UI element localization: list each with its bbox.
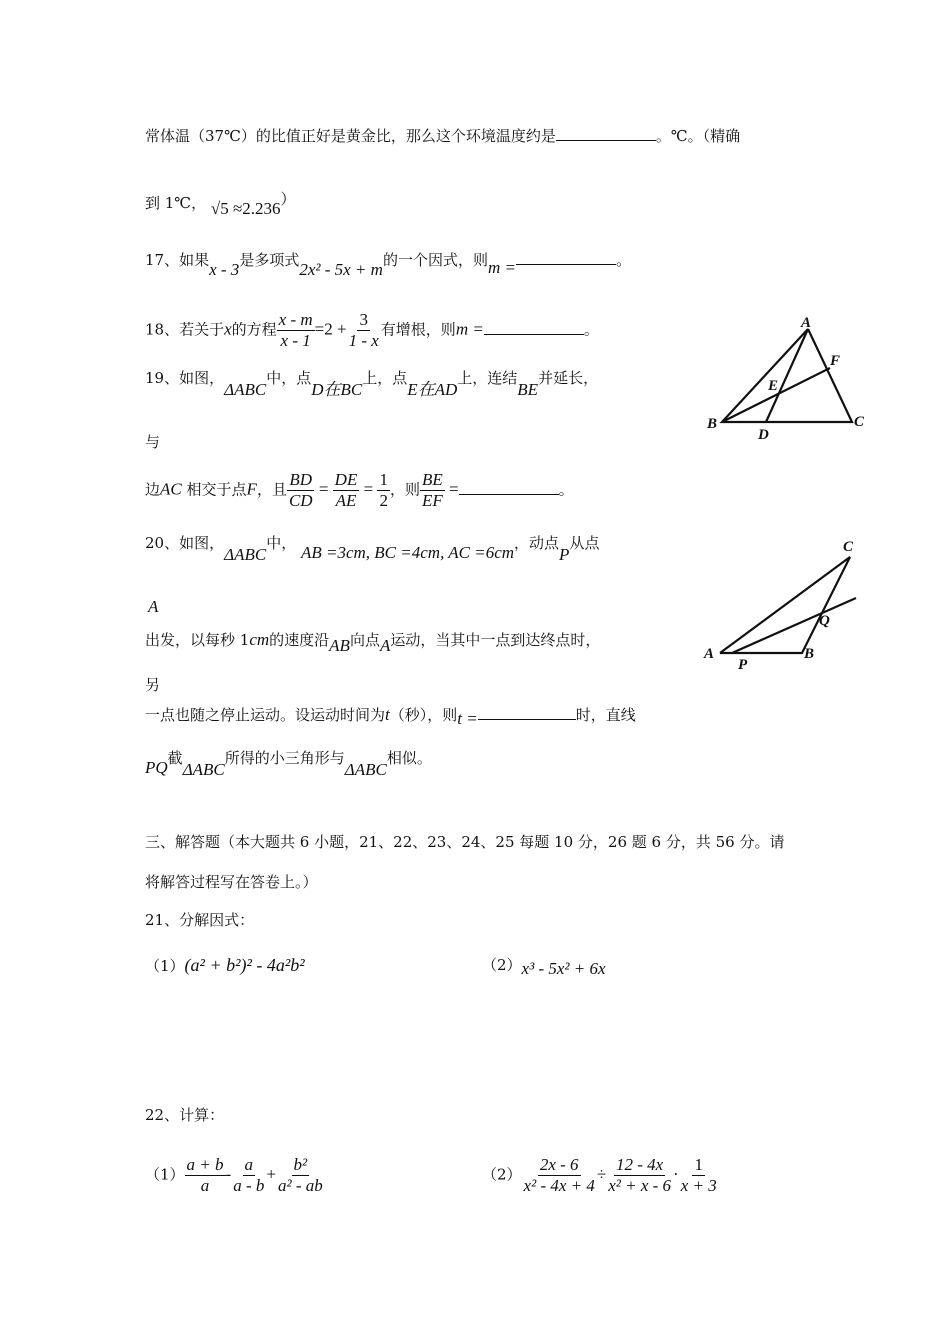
- text-segment: 中，点: [266, 369, 312, 387]
- text-segment: 运动，当其中一点到达终点时，: [390, 631, 601, 649]
- math-expr: AB =3cm, BC =4cm, AC =6cm: [300, 543, 515, 562]
- label-c: C: [843, 539, 854, 555]
- question-21-part-1: [145, 955, 305, 976]
- math-expr: m =: [487, 258, 516, 277]
- fraction: [377, 470, 390, 511]
- label-e: E: [768, 378, 779, 394]
- question-20-line-4: [145, 675, 160, 695]
- label-a: A: [801, 315, 812, 331]
- denominator: CD: [288, 491, 313, 510]
- operator: +: [266, 1164, 276, 1184]
- operator: ÷: [596, 1164, 607, 1184]
- question-20-line-6: [145, 748, 432, 779]
- label-a: A: [704, 646, 715, 662]
- fraction: [277, 310, 315, 351]
- math-expr: 2x² - 5x + m: [299, 260, 383, 279]
- triangle-abc: [720, 557, 850, 653]
- question-22: [145, 1105, 224, 1125]
- math-expr: m =: [455, 319, 484, 339]
- text-segment: （1）: [145, 957, 185, 975]
- text-line-2: [145, 190, 296, 218]
- text-segment: 有增根，则: [380, 320, 456, 339]
- question-18: [145, 310, 599, 351]
- denominator: AE: [335, 491, 357, 510]
- denominator: 1 - x: [348, 331, 379, 350]
- numerator: 12 - 4x: [616, 1155, 664, 1174]
- label-d: D: [758, 427, 769, 442]
- question-21-part-2: [482, 955, 606, 978]
- text-segment: 上，连结: [457, 369, 518, 387]
- math-expr: ΔABC: [182, 760, 225, 779]
- numerator: DE: [334, 470, 358, 489]
- numerator: BD: [289, 470, 313, 489]
- math-expr: ΔABC: [224, 545, 267, 564]
- question-19-line-2: [145, 432, 160, 452]
- text-segment: ，且: [256, 480, 287, 499]
- denominator: a: [200, 1176, 210, 1195]
- question-17: [145, 250, 631, 279]
- math-expr: AC: [160, 479, 182, 499]
- fraction: [276, 1155, 325, 1196]
- text-segment: 17、如果: [145, 251, 210, 269]
- text-segment: 。: [615, 251, 631, 269]
- operator: ·: [673, 1164, 679, 1184]
- fraction: [522, 1155, 597, 1196]
- answer-blank: [478, 705, 576, 720]
- numerator: 1: [379, 470, 388, 489]
- label-q: Q: [819, 613, 830, 629]
- line-pq: [732, 598, 856, 653]
- denominator: x - 1: [280, 331, 311, 350]
- denominator: x² + x - 6: [608, 1176, 672, 1195]
- text-segment: 20、如图，: [145, 534, 225, 552]
- math-sqrt5: √5 ≈2.236: [210, 199, 281, 218]
- text-segment: 时，直线: [575, 706, 636, 724]
- text-segment: （秒），则: [389, 706, 458, 724]
- text-segment: 将解答过程写在答卷上。）: [145, 873, 318, 891]
- text-segment: 18、若关于: [145, 320, 225, 339]
- text-segment: 是多项式: [239, 251, 300, 269]
- text-segment: 出发，以每秒 1: [145, 631, 250, 649]
- question-19-line-1: [145, 368, 599, 399]
- text-segment: 中，: [266, 534, 297, 552]
- numerator: b²: [293, 1155, 308, 1174]
- math-var: AB: [329, 636, 350, 655]
- question-22-part-2: [482, 1155, 719, 1196]
- math-var: cm: [249, 630, 270, 649]
- math-expr: =2 +: [314, 319, 347, 339]
- text-segment: 所得的小三角形与: [224, 749, 345, 767]
- text-segment: （1）: [145, 1165, 185, 1184]
- text-segment: ，动点: [514, 534, 560, 552]
- text-segment: 常体温（37℃）的比值正好是黄金比，那么这个环境温度约是: [145, 127, 556, 145]
- fraction: [679, 1155, 719, 1196]
- fraction: [420, 470, 445, 511]
- math-expr: t =: [457, 709, 478, 728]
- segment-bf: [722, 368, 830, 422]
- text-line-1: [145, 126, 740, 146]
- text-segment: 另: [145, 676, 161, 694]
- section-3-heading: [145, 832, 784, 852]
- text-segment: （2）: [482, 1165, 522, 1184]
- text-segment: ，则: [389, 480, 420, 499]
- label-b: B: [804, 646, 815, 662]
- fraction: [287, 470, 315, 511]
- operator: -: [225, 1164, 232, 1184]
- text-segment: 的一个因式，则: [382, 251, 488, 269]
- text-segment: 与: [145, 433, 161, 451]
- label-c: C: [854, 414, 865, 430]
- math-expr: ΔABC: [344, 760, 387, 779]
- triangle-figure-2: [700, 535, 865, 675]
- text-segment: 上，点: [362, 369, 408, 387]
- text-segment: 相交于点: [186, 480, 247, 499]
- math-var: A: [148, 597, 159, 616]
- denominator: a - b: [233, 1176, 265, 1195]
- question-20-line-3: [145, 630, 601, 655]
- text-segment: 从点: [569, 534, 600, 552]
- segment-ad: [766, 329, 808, 422]
- text-segment: 22、计算：: [145, 1106, 225, 1124]
- math-expr: x - 3: [209, 260, 240, 279]
- label-f: F: [830, 353, 841, 369]
- math-var: A: [379, 636, 391, 655]
- math-var: t: [385, 705, 390, 724]
- fraction: [231, 1155, 266, 1196]
- numerator: a: [244, 1155, 254, 1174]
- text-segment: 。: [558, 480, 574, 499]
- question-20-line-2: [148, 597, 158, 617]
- label-b: B: [707, 416, 718, 432]
- numerator: 3: [359, 310, 368, 329]
- denominator: x + 3: [680, 1176, 717, 1195]
- text-segment: （2）: [482, 956, 522, 974]
- denominator: 2: [379, 491, 388, 510]
- label-p: P: [738, 657, 748, 673]
- answer-blank: [556, 126, 656, 141]
- text-segment: 边: [145, 480, 161, 499]
- section-3-heading-2: [145, 872, 318, 892]
- math-var: PQ: [145, 758, 168, 777]
- text-segment: 到 1℃，: [145, 194, 207, 212]
- numerator: 1: [694, 1155, 703, 1174]
- text-segment: 向点: [349, 631, 380, 649]
- numerator: x - m: [278, 310, 313, 329]
- question-19-line-3: 边AC 相交于点F，且 $\frac{BD}{CD}$ = $\frac{DE}{AE}$ = $\frac{1}{2}$ ，则 $\frac{BE}{EF}$ = 。: [145, 470, 574, 510]
- denominator: EF: [421, 491, 443, 510]
- text-segment: ）: [280, 190, 296, 208]
- fraction: [333, 470, 360, 511]
- numerator: 2x - 6: [539, 1155, 579, 1174]
- text-segment: 相似。: [386, 749, 432, 767]
- triangle-figure-1: [700, 312, 880, 442]
- text-segment: 。: [583, 320, 599, 339]
- text-segment: 19、如图，: [145, 369, 225, 387]
- math-var: x: [224, 319, 232, 339]
- question-21: [145, 910, 254, 930]
- fraction: [606, 1155, 673, 1196]
- math-expr: ΔABC: [224, 380, 267, 399]
- text-segment: 21、分解因式：: [145, 911, 255, 929]
- text-segment: 三、解答题（本大题共 6 小题，21、22、23、24、25 每题 10 分，26 题 6 分，共 56 分。请: [145, 833, 785, 851]
- text-segment: 一点也随之停止运动。设运动时间为: [145, 706, 386, 724]
- math-expr: BE: [517, 380, 539, 399]
- text-segment: 截: [167, 749, 183, 767]
- denominator: x² - 4x + 4: [523, 1176, 595, 1195]
- question-22-part-1: [145, 1155, 325, 1196]
- fraction: [347, 310, 381, 351]
- math-expr: D在BC: [311, 380, 363, 399]
- math-expr: x³ - 5x² + 6x: [521, 959, 606, 978]
- text-segment: 。℃。（精确: [655, 127, 741, 145]
- math-expr: F: [246, 479, 257, 499]
- question-20-line-5: [145, 705, 636, 728]
- denominator: a² - ab: [277, 1176, 323, 1195]
- text-segment: 的速度沿: [269, 631, 330, 649]
- numerator: a + b: [186, 1155, 224, 1174]
- math-expr: P: [559, 545, 570, 564]
- answer-blank: [516, 250, 616, 265]
- math-expr: (a² + b²)² - 4a²b²: [184, 955, 305, 975]
- answer-blank: [459, 480, 559, 495]
- answer-blank: [484, 320, 584, 335]
- text-segment: 的方程: [231, 320, 277, 339]
- numerator: BE: [421, 470, 443, 489]
- fraction: [185, 1155, 226, 1196]
- question-20-line-1: [145, 533, 600, 564]
- math-expr: E在AD: [407, 380, 458, 399]
- text-segment: 并延长，: [538, 369, 599, 387]
